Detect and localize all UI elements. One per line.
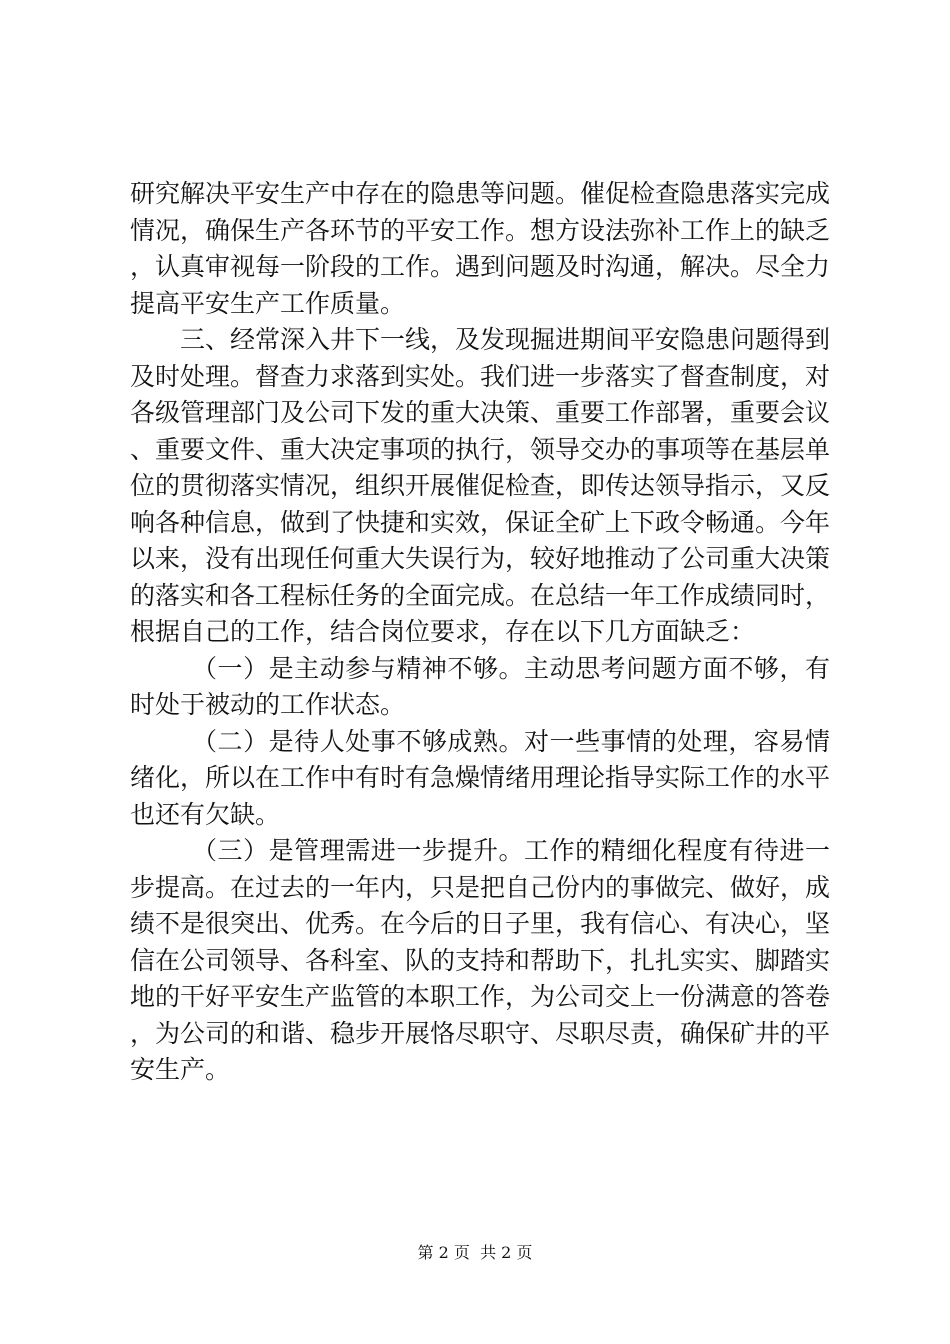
document-body xyxy=(130,176,830,1089)
paragraph-1: 研究解决平安生产中存在的隐患等问题。催促检查隐患落实完成情况，确保生产各环节的平安工作。想方设法弥补工作上的缺乏，认真审视每一阶段的工作。遇到问题及时沟通，解决。尽全力提高平安生产工作质量。 xyxy=(130,179,831,318)
paragraph-2-section-three: 三、经常深入井下一线，及发现掘进期间平安隐患问题得到及时处理。督查力求落到实处。我们进一步落实了督查制度，对各级管理部门及公司下发的重大决策、重要工作部署，重要会议、重要文件、重大决定事项的执行，领导交办的事项等在基层单位的贯彻落实情况，组织开展催促检查，即传达领导指示，又反响各种信息，做到了快捷和实效，保证全矿上下政令畅通。今年以来，没有出现任何重大失误行为，较好地推动了公司重大决策的落实和各工程标任务的全面完成。在总结一年工作成绩同时，根据自己的工作，结合岗位要求，存在以下几方面缺乏： xyxy=(130,325,831,646)
page-number-label: 第 2 页 共 2 页 xyxy=(417,1243,533,1262)
paragraph-4-shortcoming-two: （二）是待人处事不够成熟。对一些事情的处理，容易情绪化，所以在工作中有时有急燥情绪用理论指导实际工作的水平也还有欠缺。 xyxy=(130,726,831,829)
paragraph-3-shortcoming-one: （一）是主动参与精神不够。主动思考问题方面不够，有时处于被动的工作状态。 xyxy=(130,653,830,719)
paragraph-5-shortcoming-three: （三）是管理需进一步提升。工作的精细化程度有待进一步提高。在过去的一年内，只是把自己份内的事做完、做好，成绩不是很突出、优秀。在今后的日子里，我有信心、有决心，坚信在公司领导、各科室、队的支持和帮助下，扎扎实实、脚踏实地的干好平安生产监管的本职工作，为公司交上一份满意的答卷，为公司的和谐、稳步开展恪尽职守、尽职尽责，确保矿井的平安生产。 xyxy=(130,836,831,1084)
page-footer xyxy=(0,1243,950,1263)
